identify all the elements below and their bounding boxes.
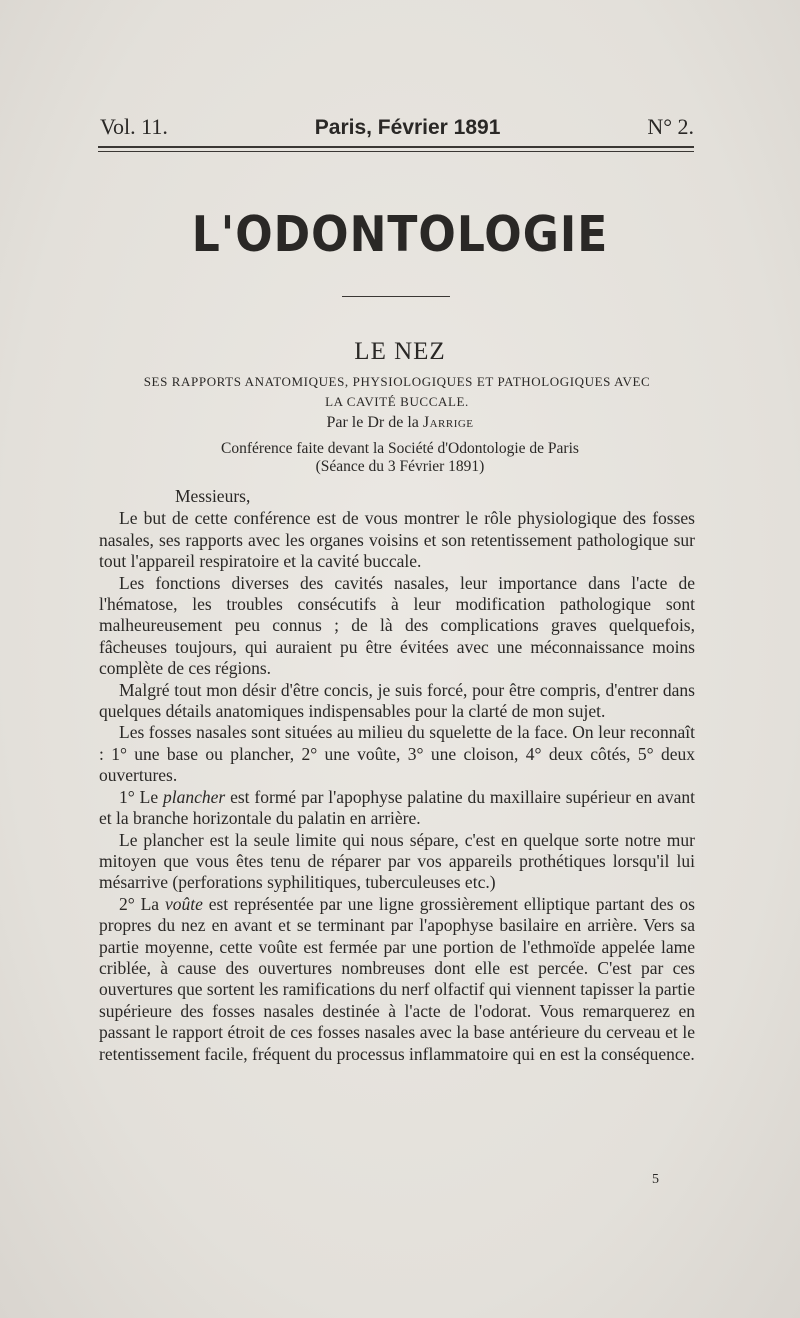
paragraph-4: Les fosses nasales sont situées au milieu du squelette de la face. On leur reconnaît : 1° une base ou plancher, 2° une voûte, 3° une cloison, 4° deux côtés, 5° deux ouvertures.	[99, 722, 695, 786]
article-body	[99, 486, 695, 1065]
paragraph-2: Les fonctions diverses des cavités nasales, leur importance dans l'acte de l'hématose, les troubles consécutifs à leur modification pathologique sont malheureusement peu connus ; de là des complications graves quelquefois, fâcheuses toujours, qui auraient pu être évitées avec une méconnaissance moins complète de ces régions.	[99, 572, 695, 679]
paragraph-7-text: est représentée par une ligne grossièrement elliptique partant des os propres du nez en avant et se terminant par l'apophyse basilaire en arrière. Vers sa partie moyenne, cette voûte est fermée par une portion de l'ethmoïde appelée lame criblée, à cause des ouvertures nombreuses dont elle est percée. C'est par ces ouvertures que sortent les ramifications du nerf olfactif qui viennent tapisser la partie supérieure des fosses nasales destinée à l'acte de l'odorat. Vous remarquerez en passant le rapport étroit de ces fosses nasales avec la base antérieure du cerveau et le retentissement facile, fréquent du processus inflammatoire qui en est la conséquence.	[99, 893, 695, 1064]
conference-note	[0, 440, 800, 476]
paragraph-7-lead: 2° La	[119, 893, 160, 914]
paragraph-3: Malgré tout mon désir d'être concis, je suis forcé, pour être compris, d'entrer dans quelques détails anatomiques indispensables pour la clarté de mon sujet.	[99, 679, 695, 722]
page-number: 5	[652, 1172, 659, 1187]
paragraph-1: Le but de cette conférence est de vous montrer le rôle physiologique des fosses nasales, ses rapports avec les organes voisins et son retentissement pathologique sur tout l'appareil respiratoire et la cavité buccale.	[99, 508, 695, 572]
paragraph-5	[99, 787, 695, 830]
paragraph-5-text: est formé par l'apophyse palatine du maxillaire supérieur en avant et la branche horizontale du palatin en arrière.	[99, 786, 696, 829]
header-rule-thick	[98, 146, 694, 148]
paragraph-5-term: plancher	[162, 786, 226, 807]
conference-line-1: Conférence faite devant la Société d'Odontologie de Paris	[221, 440, 579, 457]
author-name: Jarrige	[422, 414, 474, 431]
paragraph-7-term: voûte	[164, 893, 203, 914]
author-prefix: Par le Dr de la	[326, 414, 419, 431]
salutation: Messieurs,	[175, 486, 251, 506]
subtitle-line-2: LA CAVITÉ BUCCALE.	[325, 394, 469, 409]
article-subtitle	[90, 372, 704, 412]
title-divider	[342, 296, 450, 297]
author-line	[0, 414, 800, 432]
paragraph-7	[99, 894, 695, 1065]
article-title: LE NEZ	[354, 338, 446, 365]
subtitle-line-1: SES RAPPORTS ANATOMIQUES, PHYSIOLOGIQUES ET PATHOLOGIQUES AVEC	[143, 374, 651, 389]
volume-label: Vol. 11.	[100, 114, 168, 139]
header-rule-thin	[98, 151, 694, 152]
issue-number: N° 2.	[647, 114, 694, 139]
issue-date-place: Paris, Février 1891	[314, 116, 501, 139]
journal-title: L'ODONTOLOGIE	[191, 206, 609, 264]
conference-line-2: (Séance du 3 Février 1891)	[315, 458, 485, 475]
running-header	[100, 114, 694, 140]
paragraph-5-lead: 1° Le	[119, 786, 159, 807]
paragraph-6: Le plancher est la seule limite qui nous sépare, c'est en quelque sorte notre mur mitoyen que vous êtes tenu de réparer par vos appareils prothétiques lorsqu'il lui mésarrive (perforations syphilitiques, tuberculeuses etc.)	[99, 829, 695, 893]
